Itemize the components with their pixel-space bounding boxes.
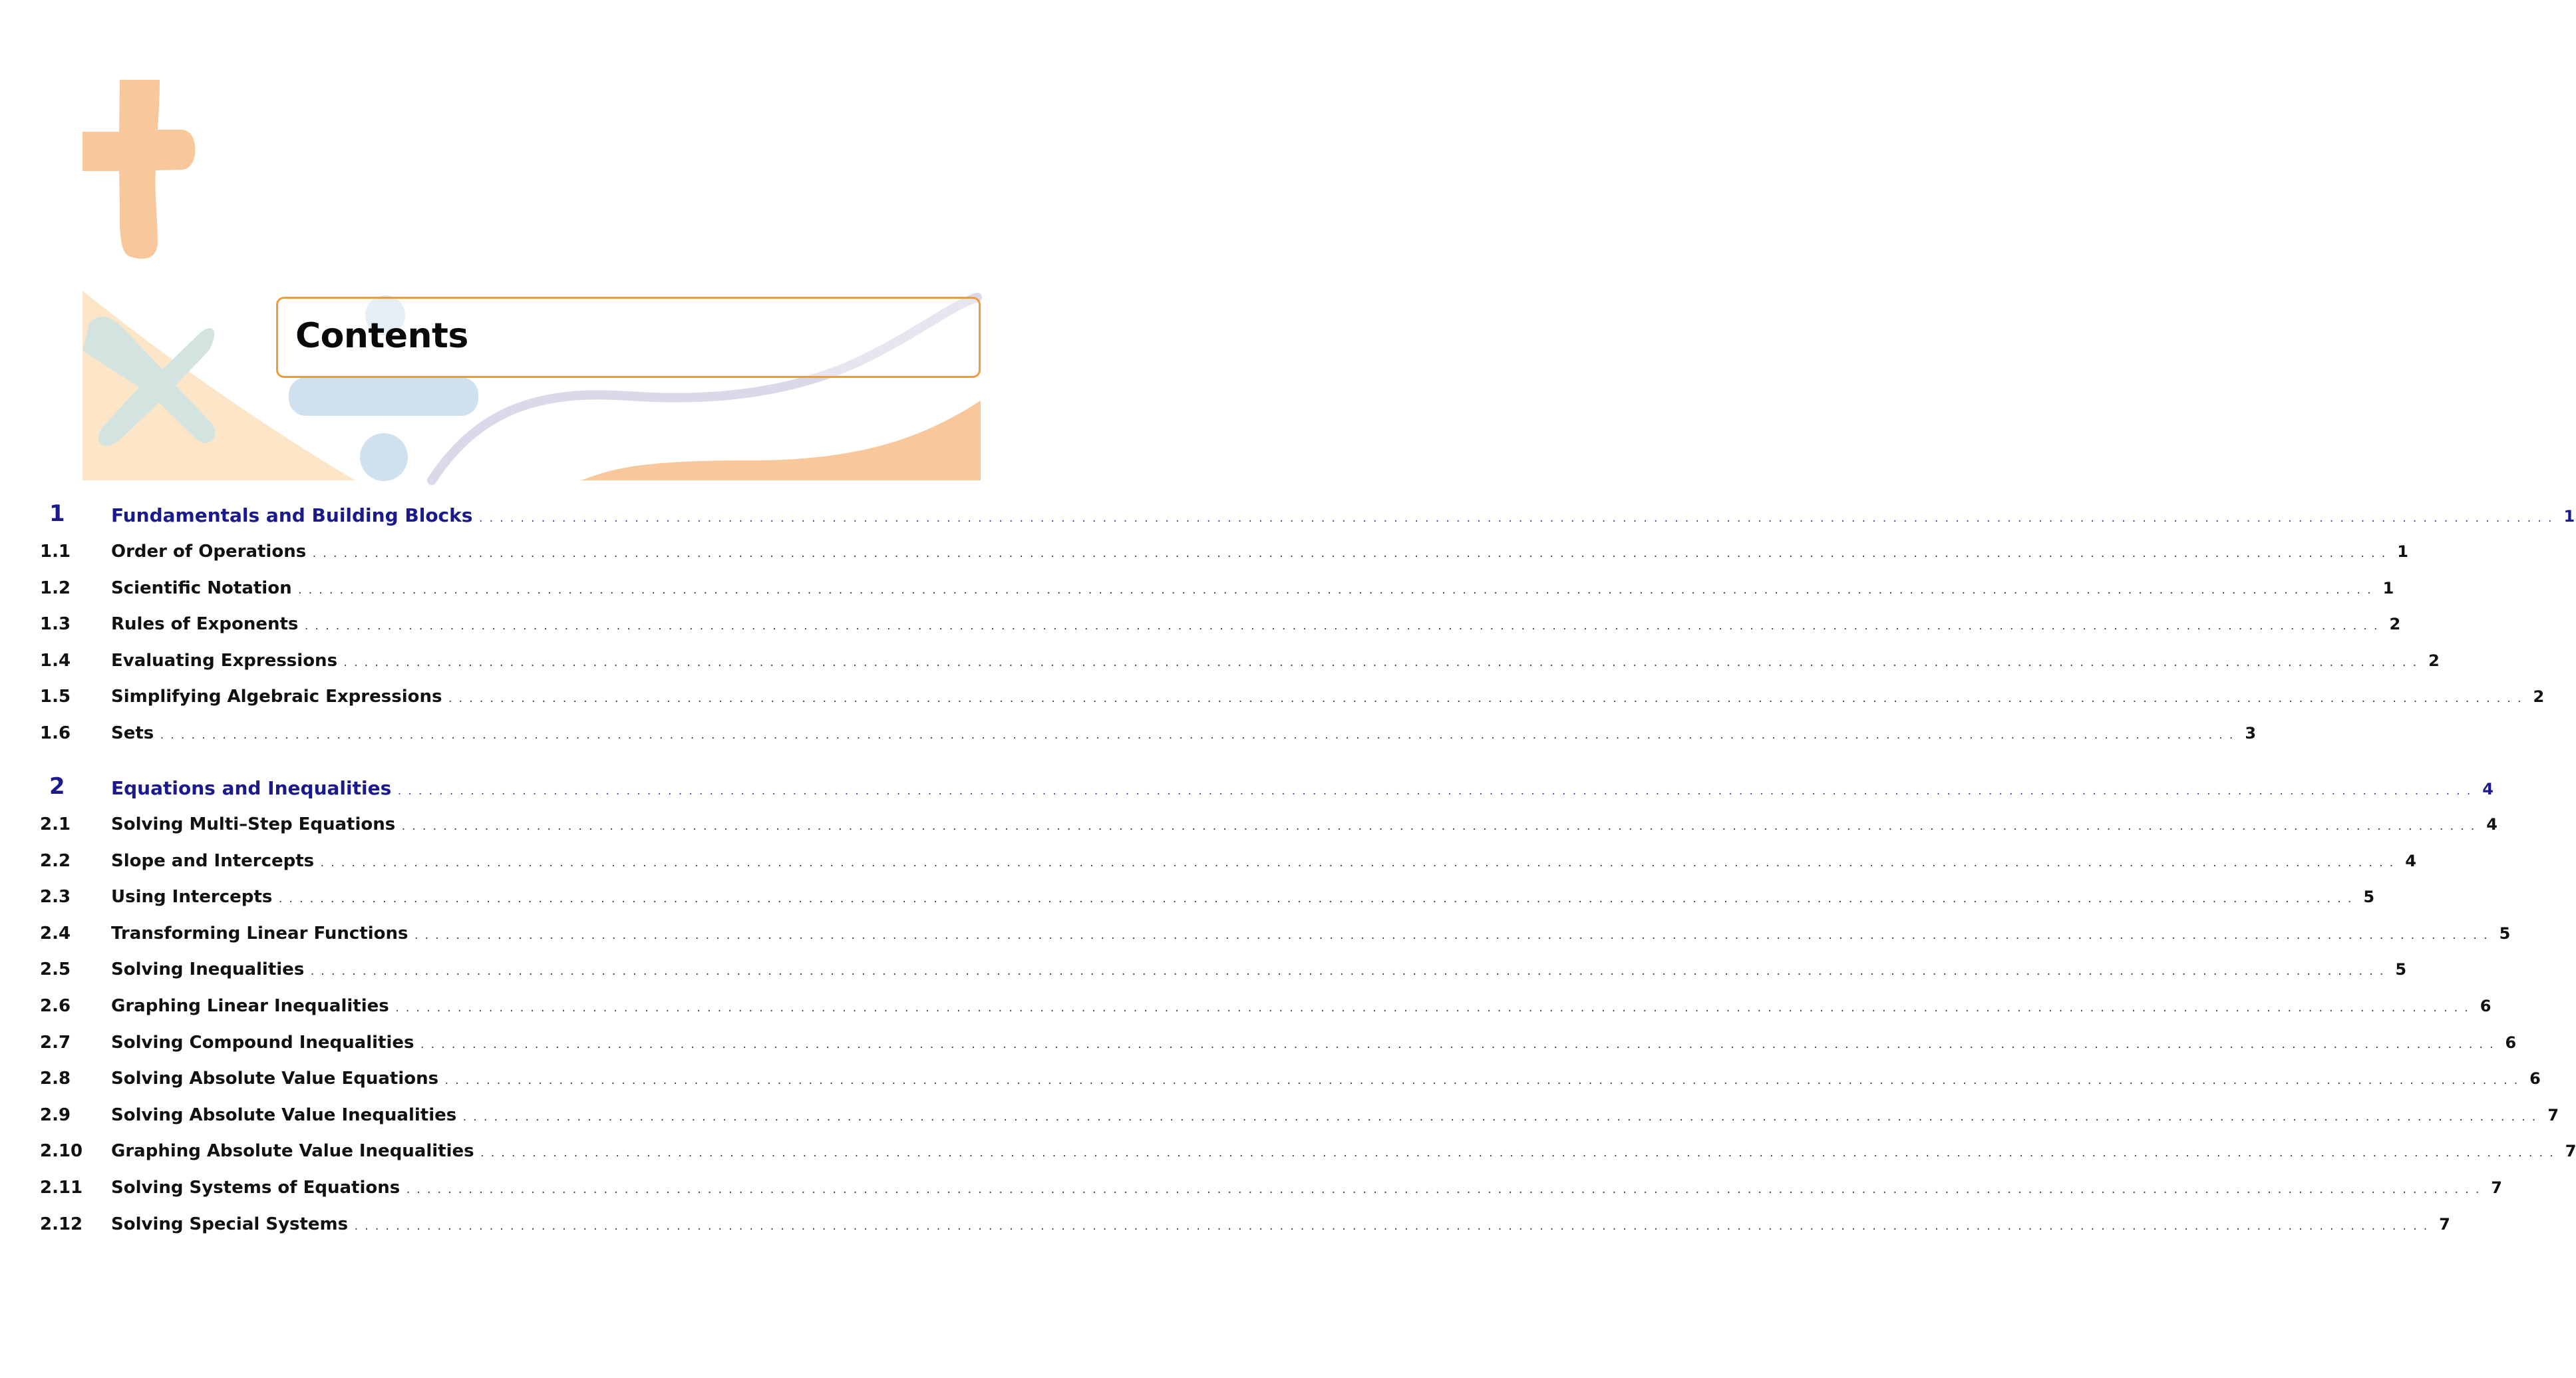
section-title-link[interactable]: Graphing Linear Inequalities (111, 996, 389, 1016)
chapter-entry[interactable] (111, 777, 2494, 799)
section-page-number[interactable]: 1 (2382, 578, 2394, 598)
section-entry[interactable] (111, 887, 2375, 908)
toc-section-2-4[interactable] (0, 918, 2511, 945)
section-page-number[interactable]: 2 (2389, 615, 2401, 634)
section-entry[interactable] (111, 923, 2511, 944)
section-number: 2.2 (40, 850, 71, 871)
toc-section-2-10[interactable] (0, 1136, 2576, 1162)
toc-section-2-11[interactable] (0, 1172, 2502, 1199)
dot-leader: ........................................................................................................................................................................................................ (309, 967, 2390, 978)
section-page-number[interactable]: 2 (2428, 651, 2440, 670)
section-number: 1.4 (40, 650, 71, 671)
section-title-link[interactable]: Simplifying Algebraic Expressions (111, 687, 442, 707)
section-page-number[interactable]: 7 (2547, 1105, 2559, 1124)
section-entry[interactable] (111, 814, 2497, 834)
section-number: 1.5 (40, 687, 71, 707)
section-number: 2.11 (40, 1178, 83, 1198)
dot-leader: ........................................................................................................................................................................................................ (397, 786, 2476, 797)
dot-leader: ........................................................................................................................................................................................................ (277, 894, 2358, 906)
section-number: 2.4 (40, 923, 71, 944)
section-page-number[interactable]: 7 (2491, 1178, 2502, 1197)
section-entry[interactable] (111, 650, 2440, 671)
chapter-page-number[interactable]: 1 (2563, 507, 2575, 526)
section-page-number[interactable]: 2 (2533, 687, 2545, 707)
section-title-link[interactable]: Solving Inequalities (111, 959, 305, 980)
toc-section-2-8[interactable] (0, 1063, 2541, 1090)
section-number: 2.9 (40, 1105, 71, 1125)
section-entry[interactable] (111, 578, 2394, 598)
section-title-link[interactable]: Slope and Intercepts (111, 850, 315, 871)
section-page-number[interactable]: 3 (2245, 724, 2257, 743)
section-number: 2.3 (40, 887, 71, 908)
section-page-number[interactable]: 1 (2397, 542, 2408, 561)
section-page-number[interactable]: 6 (2529, 1069, 2541, 1089)
toc-section-2-5[interactable] (0, 954, 2407, 981)
section-number: 2.1 (40, 814, 71, 834)
section-title-link[interactable]: Rules of Exponents (111, 614, 299, 635)
toc-section-2-1[interactable] (0, 809, 2497, 836)
section-entry[interactable] (111, 1178, 2502, 1198)
section-title-link[interactable]: Solving Systems of Equations (111, 1178, 401, 1198)
section-entry[interactable] (111, 996, 2492, 1016)
toc-section-1-3[interactable] (0, 609, 2401, 635)
toc-section-2-7[interactable] (0, 1027, 2517, 1054)
section-title-link[interactable]: Evaluating Expressions (111, 650, 338, 671)
section-page-number[interactable]: 5 (2499, 924, 2511, 943)
section-number: 1.3 (40, 614, 71, 635)
section-number: 2.10 (40, 1141, 83, 1162)
section-entry[interactable] (111, 1032, 2517, 1053)
section-page-number[interactable]: 4 (2486, 815, 2497, 834)
section-title-link[interactable]: Sets (111, 723, 154, 743)
dot-leader: ........................................................................................................................................................................................................ (297, 585, 2377, 596)
section-title-link[interactable]: Solving Special Systems (111, 1214, 349, 1234)
section-number: 2.5 (40, 959, 71, 980)
section-number: 1.1 (40, 542, 71, 562)
section-title-link[interactable]: Solving Absolute Value Inequalities (111, 1105, 457, 1125)
section-page-number[interactable]: 6 (2480, 997, 2492, 1015)
toc-chapter-1[interactable] (0, 499, 2575, 527)
dot-leader: ........................................................................................................................................................................................................ (343, 657, 2422, 669)
toc-section-1-6[interactable] (0, 718, 2257, 745)
section-title-link[interactable]: Solving Absolute Value Equations (111, 1069, 439, 1089)
toc-section-2-12[interactable] (0, 1209, 2450, 1236)
dot-leader: ........................................................................................................................................................................................................ (159, 731, 2239, 741)
section-title-link[interactable]: Transforming Linear Functions (111, 923, 408, 944)
section-title-link[interactable]: Using Intercepts (111, 887, 273, 908)
section-entry[interactable] (111, 1069, 2541, 1089)
section-number: 2.12 (40, 1214, 83, 1234)
dot-leader: ........................................................................................................................................................................................................ (447, 694, 2527, 705)
dot-leader: ........................................................................................................................................................................................................ (401, 822, 2480, 832)
section-entry[interactable] (111, 1105, 2559, 1125)
section-page-number[interactable]: 7 (2565, 1142, 2576, 1161)
section-entry[interactable] (111, 723, 2257, 743)
toc-chapter-2[interactable] (0, 772, 2494, 800)
dot-leader: ........................................................................................................................................................................................................ (462, 1112, 2542, 1123)
section-title-link[interactable]: Order of Operations (111, 542, 307, 562)
toc-section-2-9[interactable] (0, 1100, 2559, 1126)
section-page-number[interactable]: 5 (2395, 960, 2407, 979)
dot-leader: ........................................................................................................................................................................................................ (353, 1221, 2433, 1232)
chapter-entry[interactable] (111, 504, 2575, 526)
section-title-link[interactable]: Solving Compound Inequalities (111, 1032, 414, 1053)
section-entry[interactable] (111, 542, 2408, 562)
section-number: 1.2 (40, 578, 71, 598)
dot-leader: ........................................................................................................................................................................................................ (444, 1076, 2523, 1087)
dot-leader: ........................................................................................................................................................................................................ (394, 1003, 2474, 1014)
toc-section-1-1[interactable] (0, 536, 2408, 563)
section-page-number[interactable]: 5 (2363, 888, 2375, 907)
toc-section-2-6[interactable] (0, 991, 2492, 1017)
page-title: Contents (295, 316, 468, 356)
section-page-number[interactable]: 6 (2505, 1033, 2517, 1052)
dot-leader: ........................................................................................................................................................................................................ (419, 1039, 2499, 1051)
chapter-title-link[interactable]: Fundamentals and Building Blocks (111, 504, 473, 526)
dot-leader: ........................................................................................................................................................................................................ (478, 514, 2558, 524)
chapter-number: 2 (49, 773, 65, 800)
section-entry[interactable] (111, 1214, 2450, 1234)
section-title-link[interactable]: Scientific Notation (111, 578, 292, 598)
chapter-number: 1 (49, 500, 65, 527)
section-number: 2.6 (40, 996, 71, 1016)
dot-leader: ........................................................................................................................................................................................................ (319, 858, 2399, 869)
section-entry[interactable] (111, 687, 2545, 707)
dot-leader: ........................................................................................................................................................................................................ (311, 549, 2391, 560)
toc-section-2-2[interactable] (0, 846, 2416, 872)
toc-section-1-5[interactable] (0, 681, 2545, 708)
section-number: 1.6 (40, 723, 71, 743)
section-number: 2.7 (40, 1032, 71, 1053)
dot-leader: ........................................................................................................................................................................................................ (479, 1148, 2559, 1160)
chapter-title-link[interactable]: Equations and Inequalities (111, 777, 392, 799)
section-entry[interactable] (111, 959, 2407, 980)
section-entry[interactable] (111, 850, 2416, 871)
dot-leader: ........................................................................................................................................................................................................ (405, 1185, 2485, 1196)
dot-leader: ........................................................................................................................................................................................................ (413, 930, 2494, 942)
section-title-link[interactable]: Graphing Absolute Value Inequalities (111, 1141, 474, 1162)
section-page-number[interactable]: 7 (2439, 1214, 2450, 1234)
dot-leader: ........................................................................................................................................................................................................ (303, 621, 2384, 633)
section-entry[interactable] (111, 614, 2401, 635)
toc-section-1-2[interactable] (0, 573, 2394, 600)
section-page-number[interactable]: 4 (2405, 851, 2416, 870)
section-entry[interactable] (111, 1141, 2576, 1162)
section-number: 2.8 (40, 1069, 71, 1089)
chapter-page-number[interactable]: 4 (2482, 780, 2494, 798)
toc-section-2-3[interactable] (0, 882, 2375, 908)
toc-section-1-4[interactable] (0, 645, 2440, 672)
section-title-link[interactable]: Solving Multi–Step Equations (111, 814, 396, 834)
